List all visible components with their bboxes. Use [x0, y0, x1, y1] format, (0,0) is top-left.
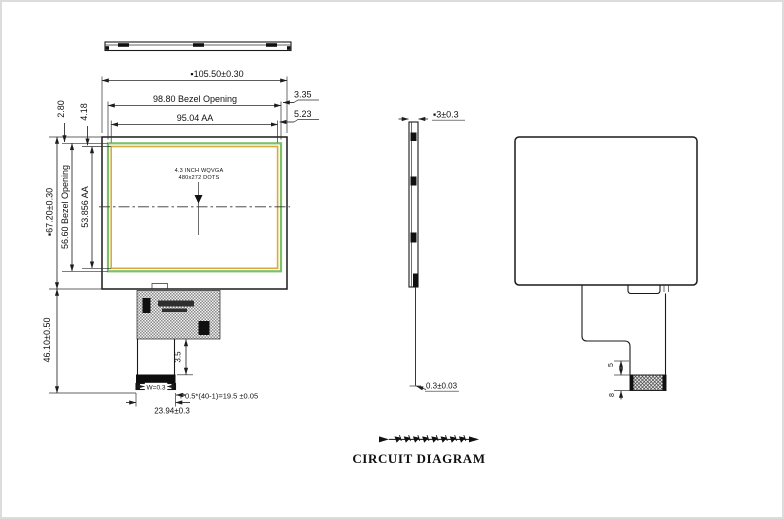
led-symbol-icon — [395, 435, 401, 442]
dim-aa-height: 53.856 AA — [80, 186, 90, 228]
dim-connector-width: 23.94±0.3 — [154, 406, 190, 416]
down-arrow-icon — [195, 195, 203, 204]
led-symbol-icon — [450, 435, 456, 442]
dim-total-width: ▪105.50±0.30 — [190, 69, 244, 79]
component-icon — [199, 321, 210, 335]
led-symbol-icon — [432, 435, 438, 442]
bezel-opening-outline — [108, 143, 281, 271]
mount-clip-icon — [411, 233, 417, 243]
mount-clip-icon — [411, 133, 417, 142]
dim-contact-width: W=0.3 — [146, 384, 166, 392]
dim-right-offset-bezel: 3.35 — [294, 89, 312, 100]
dim-pitch-formula: P0.5*(40-1)=19.5 ±0.05 — [180, 391, 259, 401]
front-view — [99, 137, 290, 390]
fpc-tail-outline — [582, 285, 630, 375]
mount-clip-icon — [118, 43, 129, 47]
mount-clip-icon — [193, 43, 204, 47]
dim-top-offset-bezel: 2.80 — [56, 100, 66, 118]
component-icon — [143, 298, 151, 313]
dim-lower-height: 46.10±0.50 — [42, 317, 52, 363]
active-area-outline — [111, 147, 277, 269]
screen-label-line1: 4.3 INCH WQVGA — [174, 168, 224, 174]
mount-clip-icon — [411, 177, 417, 186]
lcd-module-drawing — [2, 2, 782, 517]
led-symbol-icon — [413, 435, 419, 442]
led-symbol-icon — [404, 435, 410, 442]
dim-top-offset-aa: 4.18 — [79, 103, 89, 121]
dim-bezel-height: 56.60 Bezel Opening — [60, 164, 70, 250]
rear-connector — [630, 375, 666, 391]
led-symbol-icon — [423, 435, 429, 442]
dim-right-offset-aa: 5.23 — [294, 109, 312, 119]
dim-aa-width: 95.04 AA — [176, 113, 214, 123]
fpc-label-blob — [162, 309, 187, 313]
fpc-label-blob — [158, 301, 194, 307]
top-view — [105, 42, 291, 51]
led-symbol-icon — [441, 435, 447, 442]
front-dimensions-top — [102, 69, 319, 143]
mount-clip-icon — [266, 43, 277, 47]
circuit-diagram-title: CIRCUIT DIAGRAM — [352, 451, 486, 466]
flow-arrow-icon — [379, 436, 389, 442]
dim-total-height: ▪67.20±0.30 — [44, 187, 55, 237]
module-outline — [102, 137, 287, 289]
side-view — [399, 110, 466, 392]
dim-thickness: ▪3±0.3 — [433, 109, 459, 120]
connector-stiffener — [136, 375, 176, 384]
dim-fpc-thickness: 0.3±0.03 — [426, 381, 458, 391]
rear-view — [515, 137, 697, 400]
dim-bezel-width: 98.80 Bezel Opening — [152, 94, 238, 104]
screen-label-line2: 480x272 DOTS — [178, 175, 220, 181]
led-chain — [395, 435, 466, 442]
dim-connector-height: 8 — [609, 393, 616, 397]
led-symbol-icon — [459, 435, 465, 442]
dim-connector-offset: 5 — [608, 363, 615, 367]
dim-fpc-tail-length: 3.5 — [173, 351, 183, 363]
flow-arrow-icon — [469, 436, 479, 442]
circuit-diagram — [352, 435, 485, 466]
